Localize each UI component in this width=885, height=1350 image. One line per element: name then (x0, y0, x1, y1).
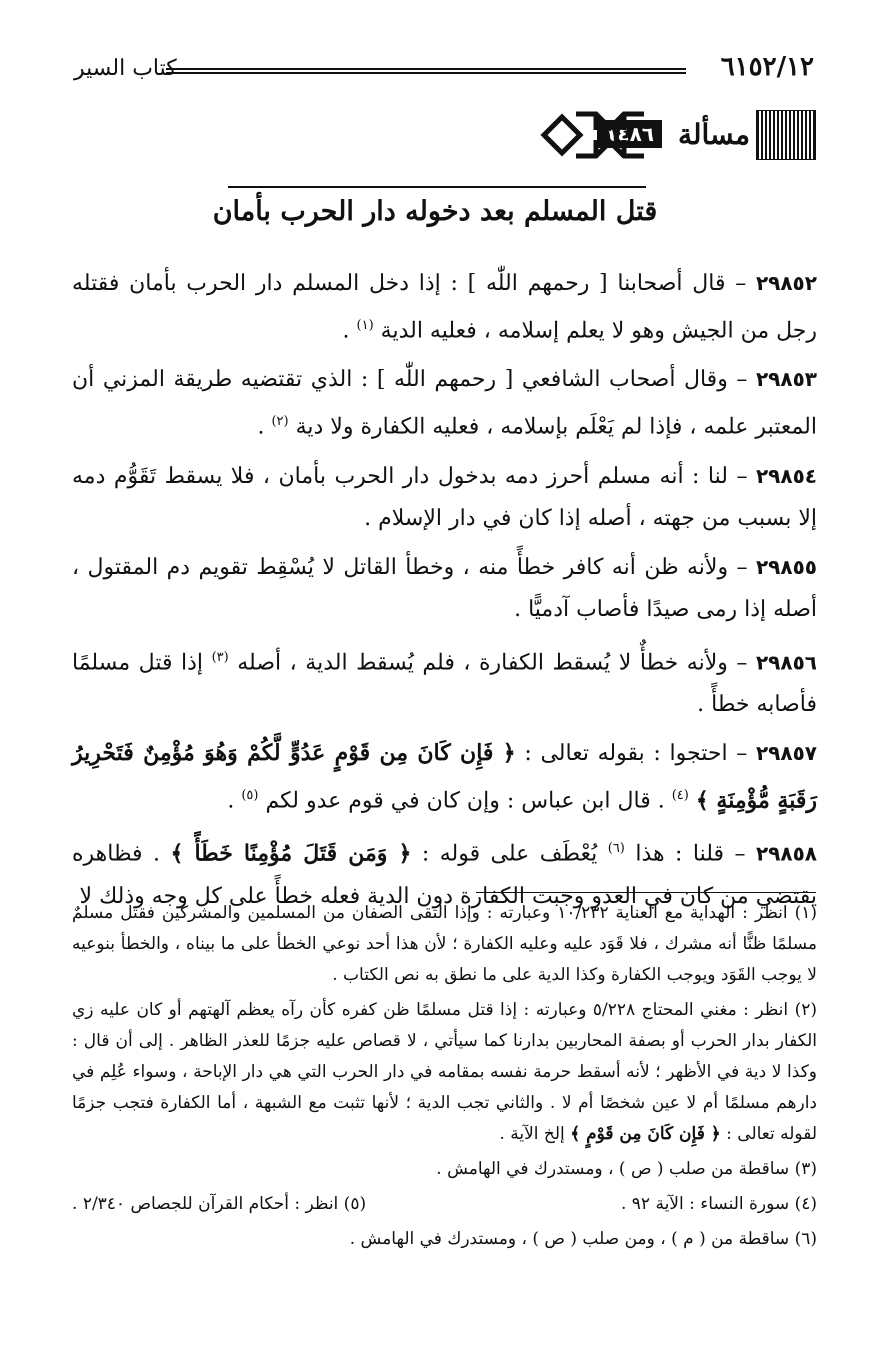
paragraph (72, 262, 817, 352)
section-heading: قتل المسلم بعد دخوله دار الحرب بأمان (212, 196, 658, 227)
paragraph (72, 546, 817, 631)
paragraph-number: ٢٩٨٥٥ (755, 554, 817, 579)
quran-quote: ﴿ وَمَن قَتَلَ مُؤْمِنًا خَطَأً ﴾ (170, 840, 412, 867)
paragraph-text: – لنا : أنه مسلم أحرز دمه بدخول دار الحرب بأمان ، فلا يسقط تَقَوُّم دمه إلا بسبب من جهته ، أصله إذا كان في دار الإسلام . (72, 463, 817, 531)
footnote-ref: (٥) (241, 787, 259, 803)
footnote-text: (٢) انظر : مغني المحتاج ٥/٢٢٨ وعبارته : إذا قتل مسلمًا ظن كفره كأن رآه يعظم آلهتهم أو كان عليه زي الكفار بدار الحرب أو بصفة المحاربين بدارنا كما سيأتي ، لا قصاص عليه جزمًا للعذر الظاهر . إلى أن قال : وكذا لا دية في الأظهر ؛ لأنه أسقط حرمة نفسه بمقامه في دار الحرب التي هي دار الإباحة ، وسواء عُلِم في دارهم مسلمًا أم لا عين شخصًا أم لا . والثاني تجب الدية ؛ لأنها تثبت مع الشبهة ، أما الكفارة فتجب جزمًا لقوله تعالى : (72, 1000, 817, 1144)
footnote-ref: (٣) (211, 649, 229, 665)
paragraph-number: ٢٩٨٥٢ (755, 271, 817, 295)
footnote: (٦) ساقطة من ( م ) ، ومن صلب ( ص ) ، ومستدرك في الهامش . (349, 1229, 817, 1249)
paragraph-tail: . فظاهره يقتضي من كان في العدو وجبت الكفارة دون الدية فعله خطأً على كل وجه وذلك لا (72, 841, 817, 909)
paragraph-tail: إذا قتل مسلمًا فأصابه خطأً . (72, 649, 817, 717)
paragraph (72, 637, 817, 726)
masala-label: مسألة (677, 118, 750, 151)
paragraph-number: ٢٩٨٥٤ (755, 463, 817, 488)
masala-number: ١٤٨٦ (597, 120, 662, 148)
paragraph-text: – احتجوا : بقوله تعالى : (524, 740, 748, 766)
book-title: كتاب السير (74, 56, 177, 81)
paragraph-text: . قال ابن عباس : وإن كان في قوم عدو لكم (265, 788, 672, 814)
footnote-tail: إلخ الآية . (499, 1124, 571, 1144)
heading-rule (228, 186, 646, 188)
footnote: (٣) ساقطة من صلب ( ص ) ، ومستدرك في الهامش . (436, 1159, 817, 1179)
paragraph-number: ٢٩٨٥٨ (755, 841, 817, 866)
paragraph-text: – ولأنه خطأٌ لا يُسقط الكفارة ، فلم يُسقط الدية ، أصله (237, 649, 748, 675)
banner-bars-decoration (756, 110, 816, 160)
footnote: (١) انظر : الهداية مع العناية ١٠/٢٣٢ وعبارته : وإذا التقى الصفان من المسلمين والمشركين فقتل مسلمٌ مسلمًا ظنًّا أنه مشرك ، فلا قَوَد عليه وعليه الكفارة ؛ لأن هذا أحد نوعي الخطأ على ما بيناه ، والخطأ بنوعيه لا يوجب القَوَد ويوجب الكفارة وكذا الدية على ما نطق به نص الكتاب . (72, 903, 817, 985)
paragraph-text: يُعْطَف على قوله : (421, 841, 608, 867)
header-rule (166, 68, 686, 74)
footnote-rule (476, 892, 816, 893)
footnote (72, 995, 817, 1150)
paragraph (72, 455, 817, 540)
footnote: (٥) انظر : أحكام القرآن للجصاص ٢/٣٤٠ . (72, 1194, 367, 1214)
footnote-ref: (٤) (671, 787, 689, 803)
page-number: ٦١٥٢/١٢ (720, 52, 814, 82)
running-header (74, 52, 814, 92)
paragraph (72, 732, 817, 822)
footnote-ref: (٦) (607, 841, 625, 857)
footnotes (72, 898, 817, 1259)
paragraph-text: – ولأنه ظن أنه كافر خطأً منه ، وخطأ القاتل لا يُسْقِط تقويم دم المقتول ، أصله إذا رمى صيدًا فأصاب آدميًّا . (72, 554, 817, 622)
paragraph-number: ٢٩٨٥٧ (755, 740, 818, 765)
paragraph (72, 358, 817, 448)
quran-quote: ﴿ فَإِن كَانَ مِن قَوْمٍ ﴾ (570, 1124, 721, 1144)
paragraph-number: ٢٩٨٥٦ (755, 649, 817, 674)
ornament-icon (536, 104, 658, 166)
footnote-row (72, 1189, 817, 1220)
paragraph-tail: . (342, 318, 357, 344)
paragraph-tail: . (227, 788, 242, 814)
paragraph-text: – قلنا : هذا (635, 841, 746, 867)
footnote-ref: (٢) (271, 414, 289, 430)
paragraph-text: – قال أصحابنا [ رحمهم اللّٰه ] : إذا دخل المسلم دار الحرب بأمان فقتله رجل من الجيش وهو لا يعلم إسلامه ، فعليه الدية (72, 271, 817, 344)
quran-quote: ﴿ فَإِن كَانَ مِن قَوْمٍ عَدُوٍّ لَّكُمْ وَهُوَ مُؤْمِنٌ فَتَحْرِيرُ رَقَبَةٍ مُّؤْمِنَةٍ ﴾ (72, 739, 817, 814)
paragraph-tail: . (257, 414, 272, 440)
footnote: (٤) سورة النساء : الآية ٩٢ . (620, 1194, 817, 1214)
paragraph-text: – وقال أصحاب الشافعي [ رحمهم اللّٰه ] : الذي تقتضيه طريقة المزني أن المعتبر علمه ، فإذا لم يَعْلَم بإسلامه ، فعليه الكفارة ولا دية (72, 367, 817, 440)
main-text (72, 262, 817, 924)
footnote-ref: (١) (356, 318, 374, 333)
paragraph-number: ٢٩٨٥٣ (755, 367, 817, 392)
